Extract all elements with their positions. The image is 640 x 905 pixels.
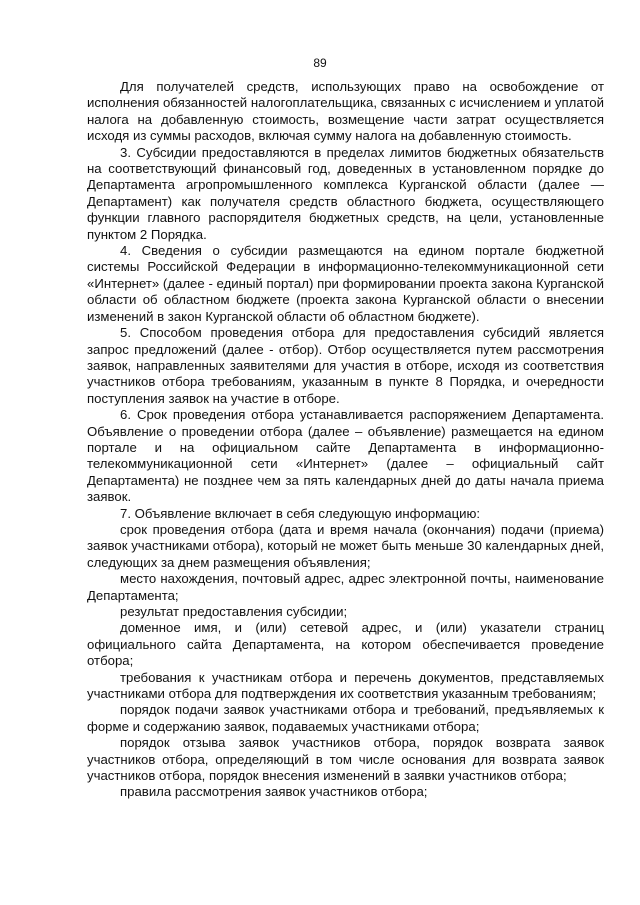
list-item-application-withdrawal: порядок отзыва заявок участников отбора, порядок возврата заявок участников отбора, определяющий в том числе основания для возврата заявок участников отбора, порядок внесения изменений в заявки участников отбора;: [87, 735, 604, 784]
list-item-subsidy-result: результат предоставления субсидии;: [120, 604, 348, 619]
list-item-selection-period: срок проведения отбора (дата и время начала (окончания) подачи (приема) заявок участниками отбора), который не может быть меньше 30 календарных дней, следующих за днем размещения объявления;: [87, 521, 604, 570]
document-body: [87, 79, 604, 801]
paragraph-clause-5: 5. Способом проведения отбора для предоставления субсидий является запрос предложений (далее - отбор). Отбор осуществляется путем рассмотрения заявок, направленных заявителями для участия в отборе, исходя из соответствия участников отбора требованиям, указанным в пункте 8 Порядка, и очередности поступления заявок на участие в отборе.: [87, 325, 604, 406]
list-item-department-address: место нахождения, почтовый адрес, адрес электронной почты, наименование Департамента;: [87, 571, 604, 603]
list-item-application-submission: порядок подачи заявок участниками отбора и требований, предъявляемых к форме и содержанию заявок, подаваемых участниками отбора;: [87, 702, 604, 734]
list-item-review-rules: правила рассмотрения заявок участников отбора;: [120, 784, 428, 800]
paragraph-clause-6: 6. Срок проведения отбора устанавливается распоряжением Департамента. Объявление о проведении отбора (далее – объявление) размещается на едином портале и на официальном сайте Департамента в информационно-телекоммуникационной сети «Интернет» (далее – официальный сайт Департамента) не позднее чем за пять календарных дней до даты начала приема заявок.: [87, 407, 604, 505]
paragraph-vat-exemption: Для получателей средств, использующих право на освобождение от исполнения обязанностей налогоплательщика, связанных с исчислением и уплатой налога на добавленную стоимость, возмещение части затрат осуществляется исходя из суммы расходов, включая сумму налога на добавленную стоимость.: [87, 79, 604, 144]
paragraph-clause-7: 7. Объявление включает в себя следующую информацию:: [120, 505, 481, 521]
paragraph-clause-3: 3. Субсидии предоставляются в пределах лимитов бюджетных обязательств на соответствующий финансовый год, доведенных в установленном порядке до Департамента агропромышленного комплекса Курганской области (далее — Департамент) как получателя средств областного бюджета, осуществляющего функции главного распорядителя бюджетных средств, на цели, установленные пунктом 2 Порядка.: [87, 144, 604, 242]
page-number: 89: [313, 56, 327, 70]
list-item-participant-requirements: требования к участникам отбора и перечень документов, представляемых участниками отбора для подтверждения их соответствия указанным требованиям;: [87, 669, 604, 702]
paragraph-clause-4: 4. Сведения о субсидии размещаются на едином портале бюджетной системы Российской Федерации в информационно-телекоммуникационной сети «Интернет» (далее - единый портал) при формировании проекта закона Курганской области об областном бюджете (проекта закона Курганской области о внесении изменений в закон Курганской области об областном бюджете).: [87, 243, 604, 324]
list-item-domain-name: доменное имя, и (или) сетевой адрес, и (или) указатели страниц официального сайта Департамента, на котором обеспечивается проведение отбора;: [87, 620, 604, 669]
